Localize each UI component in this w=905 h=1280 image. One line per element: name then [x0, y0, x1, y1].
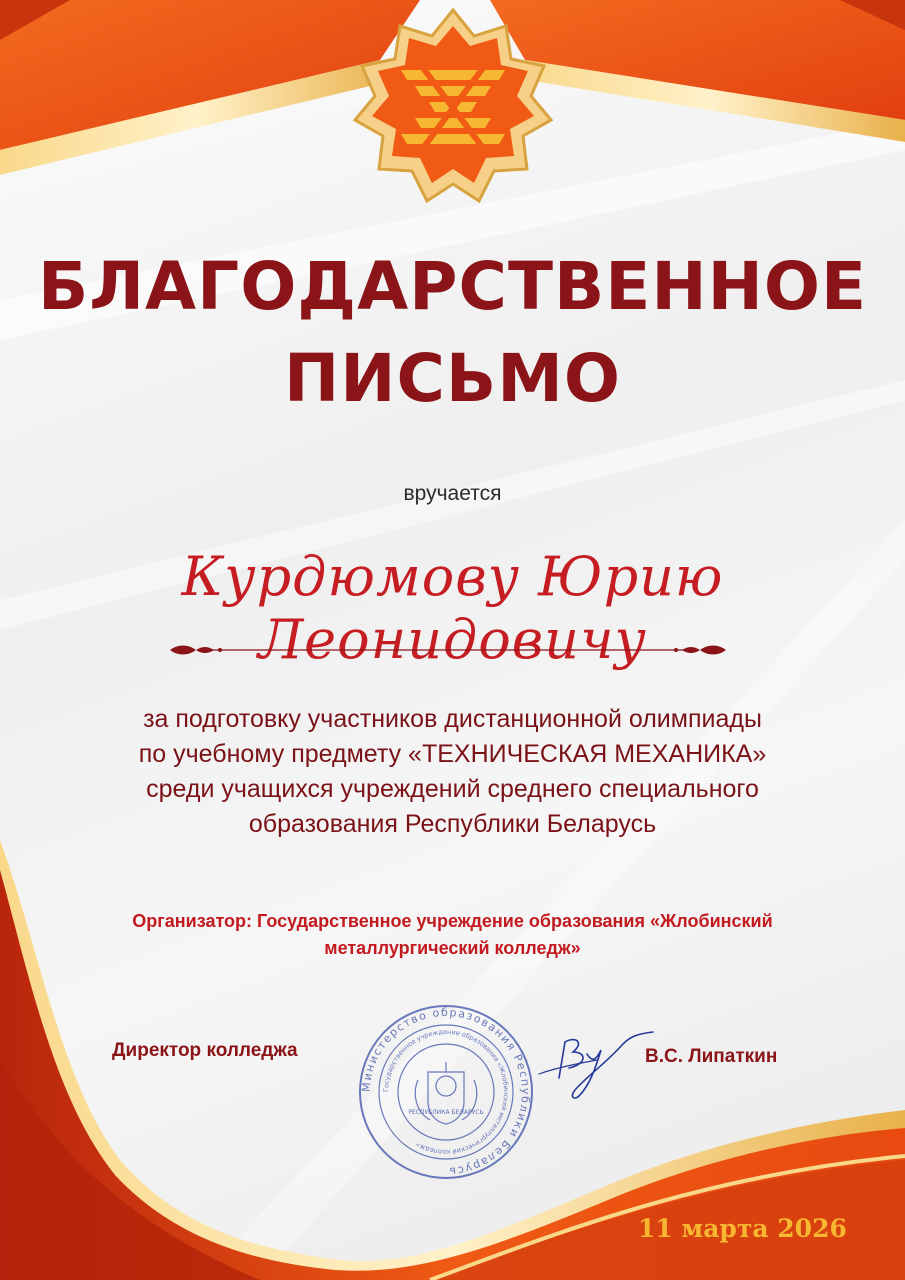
official-seal — [356, 1002, 536, 1182]
svg-text:Государственное учреждение обр — [382, 1028, 510, 1156]
handwritten-signature — [535, 1024, 660, 1104]
director-name: В.С. Липаткин — [645, 1046, 778, 1067]
recipient-name: Курдюмову Юрию Леонидовичу — [181, 545, 724, 671]
organizer-line: металлургический колледж» — [324, 938, 581, 958]
ornament-divider-icon — [168, 640, 728, 660]
organizer-line: Организатор: Государственное учреждение образования «Жлобинский — [132, 911, 773, 931]
director-label: Директор колледжа — [112, 1040, 298, 1061]
presented-to-label: вручается — [403, 482, 502, 505]
title-line-2: ПИСЬМО — [284, 340, 621, 417]
issue-date: 11 марта 2026 — [638, 1214, 847, 1243]
seal-inner-text: Государственное учреждение образования «Жлобинский металлургический колледж» — [381, 1027, 511, 1157]
reason-line: за подготовку участников дистанционной олимпиады — [143, 705, 762, 733]
seal-outer-text: Министерство образования Республики Беларусь — [359, 1005, 533, 1179]
title-line-1: БЛАГОДАРСТВЕННОЕ — [37, 248, 868, 325]
seal-center-text: РЕСПУБЛИКА БЕЛАРУСЬ — [408, 1109, 484, 1116]
organizer-text — [0, 908, 905, 962]
reason-line: образования Республики Беларусь — [248, 810, 657, 838]
reason-line: среди учащихся учреждений среднего специального — [146, 775, 759, 803]
college-logo-icon — [353, 8, 553, 213]
reason-line: по учебному предмету «ТЕХНИЧЕСКАЯ МЕХАНИКА» — [138, 740, 767, 768]
reason-text — [0, 702, 905, 842]
